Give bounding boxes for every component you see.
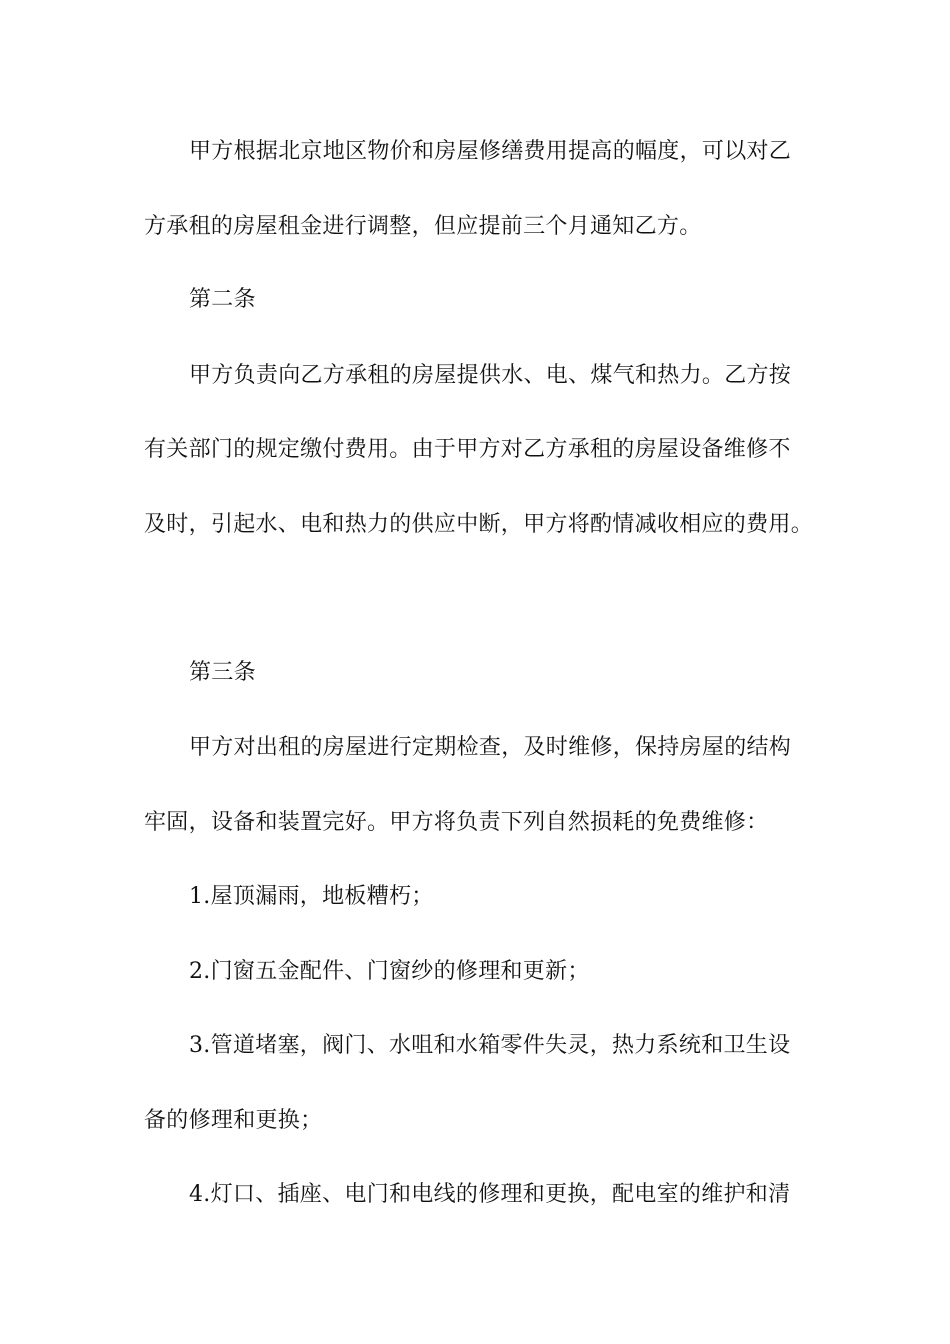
paragraph-line: 及时，引起水、电和热力的供应中断，甲方将酌情减收相应的费用。 [144, 512, 814, 537]
list-item-continuation: 备的修理和更换； [144, 1108, 323, 1133]
paragraph-line: 有关部门的规定缴付费用。由于甲方对乙方承租的房屋设备维修不 [144, 437, 791, 462]
list-item: 1.屋顶漏雨，地板糟朽； [189, 884, 434, 909]
paragraph-line: 方承租的房屋租金进行调整，但应提前三个月通知乙方。 [144, 214, 702, 239]
paragraph-line: 甲方根据北京地区物价和房屋修缮费用提高的幅度，可以对乙 [189, 139, 792, 164]
list-item: 2.门窗五金配件、门窗纱的修理和更新； [189, 959, 590, 984]
article-heading: 第二条 [189, 287, 256, 312]
list-item: 4.灯口、插座、电门和电线的修理和更换，配电室的维护和清 [189, 1182, 791, 1207]
paragraph-line: 牢固，设备和装置完好。甲方将负责下列自然损耗的免费维修： [144, 810, 769, 835]
paragraph-line: 甲方对出租的房屋进行定期检查，及时维修，保持房屋的结构 [189, 735, 792, 760]
article-heading: 第三条 [189, 660, 256, 685]
paragraph-line: 甲方负责向乙方承租的房屋提供水、电、煤气和热力。乙方按 [189, 363, 792, 388]
list-item: 3.管道堵塞，阀门、水咀和水箱零件失灵，热力系统和卫生设 [189, 1033, 791, 1058]
